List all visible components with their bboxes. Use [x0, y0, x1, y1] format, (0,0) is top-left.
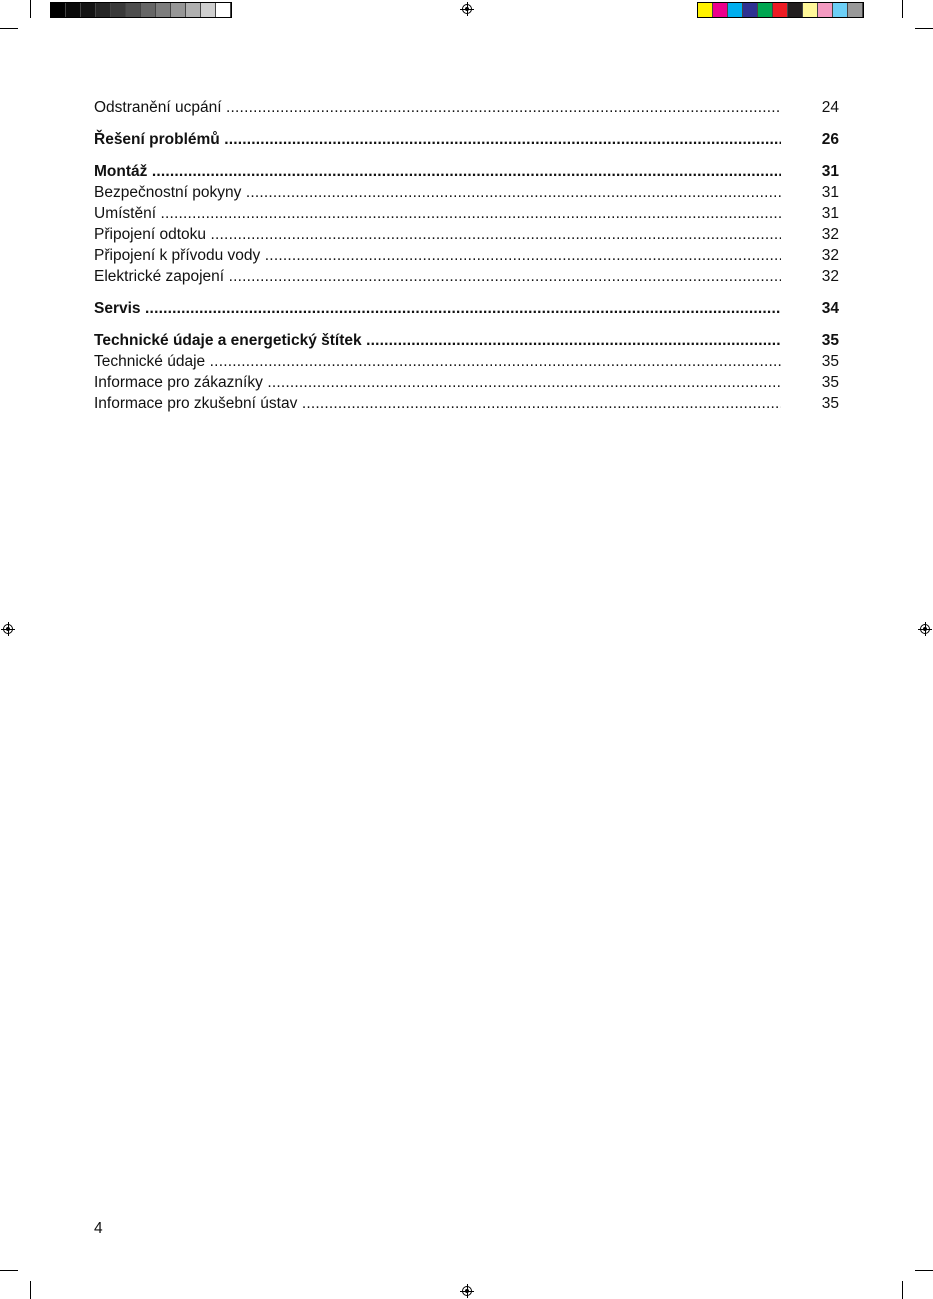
toc-entry[interactable] — [94, 224, 839, 245]
toc-entry-page: 31 — [821, 184, 839, 201]
registration-mark-icon — [3, 624, 13, 634]
toc-entry-title: Montáž ..... — [94, 161, 781, 182]
toc-entry-title: Umístění ..... — [94, 203, 781, 224]
toc-entry-title: Odstranění ucpání ..... — [94, 97, 781, 118]
toc-entry-page: 35 — [821, 374, 839, 391]
gray-swatch — [51, 3, 66, 17]
toc-entry[interactable] — [94, 298, 839, 319]
toc-entry-page: 32 — [821, 226, 839, 243]
toc-entry-title: Servis ..... — [94, 298, 781, 319]
crop-mark — [915, 1270, 933, 1271]
crop-mark — [902, 1281, 903, 1299]
toc-entry[interactable] — [94, 372, 839, 393]
gray-swatch — [81, 3, 96, 17]
gray-swatch — [66, 3, 81, 17]
toc-entry-page: 26 — [821, 131, 839, 148]
crop-mark — [30, 0, 31, 18]
color-swatch — [788, 3, 803, 17]
color-swatch — [743, 3, 758, 17]
toc-entry-title: Technické údaje a energetický štítek ..... — [94, 330, 781, 351]
color-swatch — [848, 3, 863, 17]
toc-entry-page: 35 — [821, 353, 839, 370]
gray-swatch — [201, 3, 216, 17]
crop-mark — [0, 28, 18, 29]
color-swatch — [833, 3, 848, 17]
toc-entry-title: Informace pro zákazníky ..... — [94, 372, 781, 393]
gray-swatch — [111, 3, 126, 17]
gray-swatch — [186, 3, 201, 17]
toc-entry[interactable] — [94, 245, 839, 266]
toc-entry-title: Připojení k přívodu vody ..... — [94, 245, 781, 266]
toc-entry-page: 31 — [821, 205, 839, 222]
color-swatch — [713, 3, 728, 17]
toc-entry[interactable] — [94, 129, 839, 150]
gray-swatch — [126, 3, 141, 17]
color-swatch — [728, 3, 743, 17]
gray-swatch — [141, 3, 156, 17]
toc-entry-title: Řešení problémů ..... — [94, 129, 781, 150]
crop-mark — [30, 1281, 31, 1299]
registration-mark-icon — [920, 624, 930, 634]
toc-entry[interactable] — [94, 351, 839, 372]
crop-mark — [915, 28, 933, 29]
color-swatch — [773, 3, 788, 17]
registration-mark-icon — [462, 4, 472, 14]
gray-swatch — [96, 3, 111, 17]
color-calibration-bar — [697, 2, 864, 18]
toc-entry[interactable] — [94, 203, 839, 224]
crop-mark — [0, 1270, 18, 1271]
toc-entry-page: 35 — [821, 332, 839, 349]
toc-entry[interactable] — [94, 393, 839, 414]
toc-entry[interactable] — [94, 330, 839, 351]
gray-swatch — [216, 3, 231, 17]
toc-entry-page: 24 — [821, 99, 839, 116]
toc-entry[interactable] — [94, 266, 839, 287]
registration-mark-icon — [462, 1286, 472, 1296]
color-swatch — [818, 3, 833, 17]
toc-entry[interactable] — [94, 182, 839, 203]
color-swatch — [758, 3, 773, 17]
grayscale-calibration-bar — [50, 2, 232, 18]
toc-entry-title: Technické údaje ..... — [94, 351, 781, 372]
toc-entry[interactable] — [94, 97, 839, 118]
crop-mark — [902, 0, 903, 18]
toc-entry-title: Připojení odtoku ..... — [94, 224, 781, 245]
toc-entry[interactable] — [94, 161, 839, 182]
toc-entry-title: Elektrické zapojení ..... — [94, 266, 781, 287]
toc-entry-page: 32 — [821, 247, 839, 264]
gray-swatch — [171, 3, 186, 17]
table-of-contents — [94, 97, 839, 414]
toc-entry-page: 31 — [821, 163, 839, 180]
toc-entry-page: 34 — [821, 300, 839, 317]
gray-swatch — [156, 3, 171, 17]
toc-entry-title: Informace pro zkušební ústav ..... — [94, 393, 781, 414]
toc-entry-page: 35 — [821, 395, 839, 412]
color-swatch — [803, 3, 818, 17]
page-number: 4 — [94, 1220, 103, 1237]
toc-entry-title: Bezpečnostní pokyny ..... — [94, 182, 781, 203]
color-swatch — [698, 3, 713, 17]
toc-entry-page: 32 — [821, 268, 839, 285]
